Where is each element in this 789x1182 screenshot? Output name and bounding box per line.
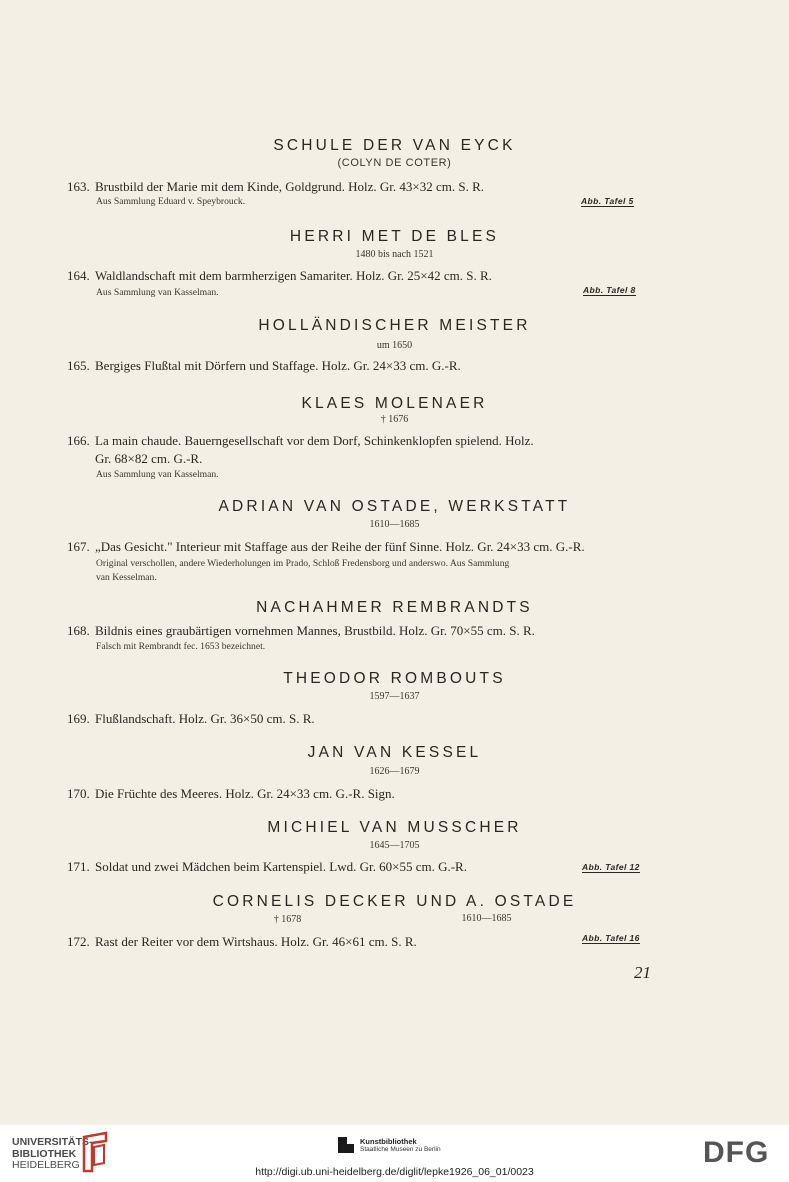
section-title: MICHIEL VAN MUSSCHER: [267, 819, 522, 836]
section-subtitle: † 1676: [380, 414, 409, 425]
section-title: JAN VAN KESSEL: [307, 744, 482, 761]
entry-number: 171.: [67, 859, 90, 874]
kb-line: Kunstbibliothek: [360, 1137, 417, 1146]
entry-text: Brustbild der Marie mit dem Kinde, Goldgrund. Holz. Gr. 43×32 cm. S. R.: [95, 179, 484, 194]
section-subtitle: 1645—1705: [369, 840, 420, 851]
entry-number: 165.: [67, 358, 90, 373]
section-title: HERRI MET DE BLES: [289, 228, 500, 245]
catalog-entry: [67, 358, 461, 374]
entry-text: Soldat und zwei Mädchen beim Kartenspiel. Lwd. Gr. 60×55 cm. G.-R.: [95, 859, 467, 874]
section-title: THEODOR ROMBOUTS: [283, 670, 506, 687]
section-subtitle: 1480 bis nach 1521: [355, 249, 434, 260]
page-number: 21: [634, 963, 651, 982]
logo-line: HEIDELBERG: [12, 1159, 80, 1171]
section-subtitle: um 1650: [376, 340, 413, 351]
catalog-entry: [67, 859, 467, 875]
entry-text: Bildnis eines graubärtigen vornehmen Mannes, Brustbild. Holz. Gr. 70×55 cm. S. R.: [95, 623, 535, 638]
entry-number: 170.: [67, 786, 90, 801]
section-title: ADRIAN VAN OSTADE, WERKSTATT: [218, 498, 571, 515]
entry-number: 163.: [67, 179, 90, 194]
section-title: CORNELIS DECKER UND A. OSTADE: [212, 893, 577, 910]
entry-number: 168.: [67, 623, 90, 638]
catalog-entry: [67, 433, 534, 449]
section-subtitle-left: † 1678: [273, 914, 302, 925]
kunstbibliothek-label[interactable]: [360, 1137, 441, 1153]
catalog-entry: [67, 268, 492, 284]
entry-number: 164.: [67, 268, 90, 283]
entry-note: Aus Sammlung Eduard v. Speybrouck.: [96, 196, 246, 207]
logo-line: UNIVERSITÄTS-: [12, 1136, 93, 1148]
catalog-entry: [67, 623, 535, 639]
entry-continuation: Gr. 68×82 cm. G.-R.: [95, 451, 203, 466]
plate-reference: Abb. Tafel 16: [582, 933, 640, 943]
catalog-entry: [67, 934, 417, 950]
entry-text: Flußlandschaft. Holz. Gr. 36×50 cm. S. R.: [95, 711, 315, 726]
section-title: HOLLÄNDISCHER MEISTER: [258, 317, 531, 334]
entry-text: „Das Gesicht." Interieur mit Staffage aus der Reihe der fünf Sinne. Holz. Gr. 24×33 cm. G.-R.: [95, 539, 585, 554]
catalog-entry: [67, 539, 585, 555]
entry-number: 169.: [67, 711, 90, 726]
plate-reference: Abb. Tafel 8: [583, 285, 636, 295]
section-subtitle: 1610—1685: [369, 519, 420, 530]
section-title: SCHULE DER VAN EYCK: [273, 137, 516, 154]
plate-reference: Abb. Tafel 5: [581, 196, 634, 206]
entry-number: 167.: [67, 539, 90, 554]
catalog-entry: [67, 179, 484, 195]
dfg-logo[interactable]: DFG: [703, 1136, 770, 1169]
entry-note: Aus Sammlung van Kasselman.: [96, 469, 219, 480]
entry-text: Bergiges Flußtal mit Dörfern und Staffage. Holz. Gr. 24×33 cm. G.-R.: [95, 358, 461, 373]
entry-number: 172.: [67, 934, 90, 949]
section-subtitle: 1626—1679: [369, 766, 420, 777]
catalog-entry: [67, 711, 315, 727]
kunstbibliothek-logo-icon: [338, 1137, 354, 1153]
entry-note: Aus Sammlung van Kasselman.: [96, 287, 219, 298]
entry-note: Original verschollen, andere Wiederholungen im Prado, Schloß Fredensborg und anderswo. Aus Sammlung: [96, 558, 510, 569]
plate-reference: Abb. Tafel 12: [582, 862, 640, 872]
kb-line: Staatliche Museen zu Berlin: [360, 1146, 441, 1153]
section-subtitle-right: 1610—1685: [461, 913, 512, 924]
section-subtitle: (COLYN DE COTER): [337, 157, 452, 169]
catalog-entry: [67, 786, 395, 802]
permalink-url[interactable]: http://digi.ub.uni-heidelberg.de/diglit/lepke1926_06_01/0023: [255, 1166, 534, 1178]
entry-text: Rast der Reiter vor dem Wirtshaus. Holz. Gr. 46×61 cm. S. R.: [95, 934, 417, 949]
entry-note: van Kesselman.: [96, 572, 157, 583]
section-title: NACHAHMER REMBRANDTS: [256, 599, 533, 616]
entry-text: Waldlandschaft mit dem barmherzigen Samariter. Holz. Gr. 25×42 cm. S. R.: [95, 268, 492, 283]
entry-text: Die Früchte des Meeres. Holz. Gr. 24×33 cm. G.-R. Sign.: [95, 786, 395, 801]
section-title: KLAES MOLENAER: [301, 395, 488, 412]
section-subtitle: 1597—1637: [369, 691, 420, 702]
entry-number: 166.: [67, 433, 90, 448]
entry-text: La main chaude. Bauerngesellschaft vor dem Dorf, Schinkenklopfen spielend. Holz.: [95, 433, 534, 448]
logo-line: BIBLIOTHEK: [12, 1147, 77, 1160]
entry-note: Falsch mit Rembrandt fec. 1653 bezeichnet.: [96, 641, 266, 652]
